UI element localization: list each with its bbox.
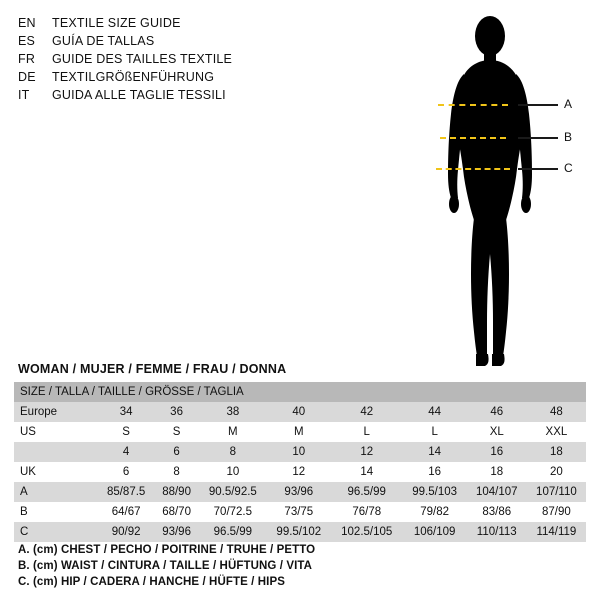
row-label: A — [14, 482, 98, 502]
cell: 79/82 — [403, 502, 467, 522]
cell: 18 — [467, 462, 527, 482]
section-heading: WOMAN / MUJER / FEMME / FRAU / DONNA — [18, 362, 287, 376]
cell: 90.5/92.5 — [199, 482, 267, 502]
cell: 106/109 — [403, 522, 467, 542]
woman-silhouette-icon — [435, 14, 545, 374]
size-table — [14, 382, 586, 542]
title-lang-de: DE — [18, 70, 36, 84]
cell: 85/87.5 — [98, 482, 154, 502]
cell: 96.5/99 — [199, 522, 267, 542]
cell: 42 — [331, 402, 403, 422]
table-row — [14, 502, 586, 522]
measure-dash-c — [436, 168, 510, 170]
cell: 99.5/103 — [403, 482, 467, 502]
cell: L — [331, 422, 403, 442]
row-label: US — [14, 422, 98, 442]
cell: 102.5/105 — [331, 522, 403, 542]
title-text-en: TEXTILE SIZE GUIDE — [52, 16, 181, 30]
table-header-label: SIZE / TALLA / TAILLE / GRÖSSE / TAGLIA — [20, 386, 244, 398]
cell: 48 — [527, 402, 586, 422]
cell: 104/107 — [467, 482, 527, 502]
cell: 10 — [199, 462, 267, 482]
table-row — [14, 442, 586, 462]
cell: 93/96 — [154, 522, 199, 542]
cell: 38 — [199, 402, 267, 422]
cell: 40 — [267, 402, 331, 422]
title-lang-es: ES — [18, 34, 36, 48]
cell: 6 — [98, 462, 154, 482]
cell: 73/75 — [267, 502, 331, 522]
cell: 46 — [467, 402, 527, 422]
cell: S — [154, 422, 199, 442]
legend — [18, 542, 578, 590]
cell: 99.5/102 — [267, 522, 331, 542]
title-text-it: GUIDA ALLE TAGLIE TESSILI — [52, 88, 226, 102]
cell: L — [403, 422, 467, 442]
cell: 76/78 — [331, 502, 403, 522]
cell: 10 — [267, 442, 331, 462]
cell: 70/72.5 — [199, 502, 267, 522]
title-row-it — [18, 86, 318, 104]
cell: 6 — [154, 442, 199, 462]
cell: 88/90 — [154, 482, 199, 502]
title-lang-fr: FR — [18, 52, 36, 66]
cell: 44 — [403, 402, 467, 422]
title-lang-en: EN — [18, 16, 36, 30]
cell: 8 — [154, 462, 199, 482]
cell: XXL — [527, 422, 586, 442]
measure-label-b: B — [564, 130, 573, 144]
measure-leader-a — [518, 104, 558, 106]
cell: XL — [467, 422, 527, 442]
cell: 16 — [403, 462, 467, 482]
row-label — [14, 442, 98, 462]
cell: M — [267, 422, 331, 442]
cell: 16 — [467, 442, 527, 462]
cell: 8 — [199, 442, 267, 462]
measure-leader-c — [518, 168, 558, 170]
measure-leader-b — [518, 137, 558, 139]
cell: 18 — [527, 442, 586, 462]
cell: 14 — [403, 442, 467, 462]
title-row-de — [18, 68, 318, 86]
cell: 34 — [98, 402, 154, 422]
row-label: UK — [14, 462, 98, 482]
title-text-de: TEXTILGRÖßENFÜHRUNG — [52, 70, 215, 84]
measure-dash-a — [438, 104, 508, 106]
row-label: C — [14, 522, 98, 542]
table-row — [14, 422, 586, 442]
cell: 4 — [98, 442, 154, 462]
table-header-row — [14, 382, 586, 402]
cell: 107/110 — [527, 482, 586, 502]
cell: 93/96 — [267, 482, 331, 502]
title-row-es — [18, 32, 318, 50]
legend-row-a: A. (cm) CHEST / PECHO / POITRINE / TRUHE / PETTO — [18, 544, 316, 556]
measure-label-a: A — [564, 97, 573, 111]
title-text-es: GUÍA DE TALLAS — [52, 34, 155, 48]
cell: 36 — [154, 402, 199, 422]
cell: 20 — [527, 462, 586, 482]
cell: 64/67 — [98, 502, 154, 522]
cell: S — [98, 422, 154, 442]
title-text-fr: GUIDE DES TAILLES TEXTILE — [52, 52, 233, 66]
row-label: Europe — [14, 402, 98, 422]
cell: 110/113 — [467, 522, 527, 542]
legend-row-b: B. (cm) WAIST / CINTURA / TAILLE / HÜFTUNG / VITA — [18, 560, 313, 572]
figure-area — [380, 6, 600, 371]
title-row-fr — [18, 50, 318, 68]
cell: 90/92 — [98, 522, 154, 542]
cell: M — [199, 422, 267, 442]
cell: 96.5/99 — [331, 482, 403, 502]
measure-dash-b — [440, 137, 506, 139]
table-row — [14, 402, 586, 422]
cell: 114/119 — [527, 522, 586, 542]
cell: 12 — [331, 442, 403, 462]
table-row — [14, 462, 586, 482]
measure-label-c: C — [564, 161, 573, 175]
title-lang-it: IT — [18, 88, 30, 102]
cell: 68/70 — [154, 502, 199, 522]
cell: 14 — [331, 462, 403, 482]
title-block — [18, 14, 318, 104]
row-label: B — [14, 502, 98, 522]
table-row — [14, 522, 586, 542]
cell: 87/90 — [527, 502, 586, 522]
cell: 83/86 — [467, 502, 527, 522]
legend-row-c: C. (cm) HIP / CADERA / HANCHE / HÜFTE / HIPS — [18, 576, 286, 588]
table-row — [14, 482, 586, 502]
title-row-en — [18, 14, 318, 32]
cell: 12 — [267, 462, 331, 482]
